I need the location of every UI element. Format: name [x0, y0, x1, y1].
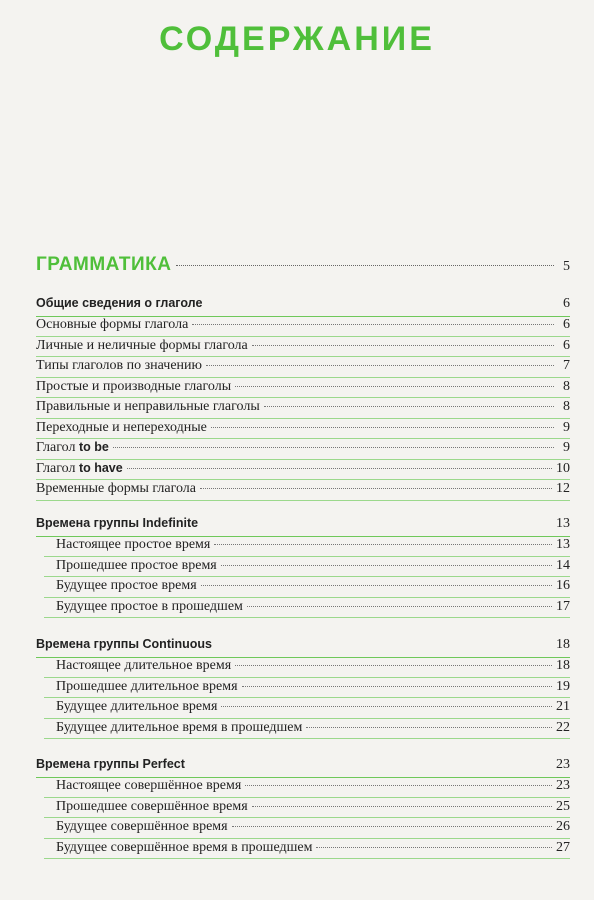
- section-page-number: 13: [556, 516, 570, 531]
- section-title-en: Indefinite: [142, 516, 199, 530]
- entry-page-number: 8: [563, 378, 570, 394]
- entry-page-number: 21: [556, 699, 570, 714]
- toc-entry[interactable]: [36, 840, 570, 861]
- toc-entry[interactable]: [36, 420, 570, 441]
- section-continuous: [36, 637, 570, 740]
- entry-title: Будущее простое время: [56, 578, 197, 593]
- toc-entry[interactable]: [36, 578, 570, 599]
- entry-page-number: 10: [556, 460, 570, 476]
- entry-title: Будущее длительное время: [56, 699, 218, 714]
- leader-dots: [113, 447, 554, 448]
- leader-dots: [201, 585, 552, 586]
- entry-title: Личные и неличные формы глагола: [36, 337, 248, 353]
- entry-page-number: 19: [556, 678, 570, 694]
- entry-title: Будущее совершённое время в прошедшем: [56, 839, 313, 855]
- entry-title-en: to be: [78, 440, 109, 454]
- leader-dots: [252, 345, 554, 346]
- leader-dots: [200, 488, 552, 489]
- leader-dots: [232, 826, 552, 827]
- entry-page-number: 6: [563, 337, 570, 353]
- toc-entry[interactable]: [36, 338, 570, 359]
- toc-entry[interactable]: [36, 537, 570, 558]
- entry-page-number: 8: [563, 399, 570, 414]
- entry-title: Временные формы глагола: [36, 481, 196, 496]
- toc-entry[interactable]: [36, 481, 570, 502]
- entry-page-number: 25: [556, 798, 570, 814]
- leader-dots: [214, 544, 552, 545]
- entry-title: Основные формы глагола: [36, 317, 189, 332]
- leader-dots: [235, 665, 552, 666]
- entry-title: Глагол: [36, 460, 79, 476]
- entry-title: Переходные и непереходные: [36, 419, 207, 435]
- leader-dots: [242, 686, 552, 687]
- entry-page-number: 14: [556, 557, 570, 573]
- toc-entry[interactable]: [36, 819, 570, 840]
- entry-page-number: 9: [563, 419, 570, 435]
- toc-entry[interactable]: [36, 558, 570, 579]
- leader-dots: [176, 265, 554, 266]
- toc-entry[interactable]: [36, 379, 570, 400]
- entry-page-number: 9: [563, 440, 570, 455]
- toc-entry[interactable]: [36, 799, 570, 820]
- section-title: Времена группы: [36, 757, 143, 771]
- entry-title: Глагол: [36, 440, 79, 455]
- entry-title: Прошедшее длительное время: [56, 678, 238, 694]
- entry-page-number: 17: [556, 598, 570, 614]
- section-page-number: 6: [563, 296, 570, 311]
- entry-title: Будущее простое в прошедшем: [56, 598, 243, 614]
- toc-entry[interactable]: [36, 599, 570, 620]
- entry-title: Настоящее длительное время: [56, 658, 232, 673]
- toc-entry[interactable]: [36, 399, 570, 420]
- leader-dots: [316, 847, 552, 848]
- entry-title: Будущее длительное время в прошедшем: [56, 719, 303, 735]
- grammar-label: ГРАММАТИКА: [36, 254, 172, 275]
- entry-title: Типы глаголов по значению: [36, 358, 202, 373]
- entry-page-number: 7: [563, 358, 570, 373]
- section-verb-general: [36, 296, 570, 502]
- section-title-en: Perfect: [142, 757, 185, 771]
- entry-page-number: 22: [556, 719, 570, 735]
- entry-title-en: to have: [78, 460, 123, 475]
- toc-entry[interactable]: [36, 679, 570, 700]
- section-title: Времена группы: [36, 516, 143, 530]
- entry-page-number: 6: [563, 317, 570, 332]
- entry-title: Простые и производные глаголы: [36, 378, 232, 394]
- leader-dots: [192, 324, 554, 325]
- section-heading[interactable]: [36, 757, 570, 778]
- entry-page-number: 26: [556, 819, 570, 834]
- leader-dots: [221, 565, 552, 566]
- toc-entry[interactable]: [36, 358, 570, 379]
- toc-entry[interactable]: [36, 699, 570, 720]
- leader-dots: [252, 806, 552, 807]
- toc-entry[interactable]: [36, 658, 570, 679]
- entry-page-number: 12: [556, 481, 570, 496]
- section-title-en: Continuous: [142, 637, 212, 651]
- leader-dots: [264, 406, 554, 407]
- entry-page-number: 18: [556, 658, 570, 673]
- section-perfect: [36, 757, 570, 860]
- leader-dots: [221, 706, 552, 707]
- section-page-number: 18: [556, 637, 570, 652]
- entry-page-number: 23: [556, 778, 570, 793]
- leader-dots: [235, 386, 554, 387]
- leader-dots: [127, 468, 552, 469]
- section-heading[interactable]: [36, 516, 570, 537]
- section-heading[interactable]: [36, 637, 570, 658]
- section-page-number: 23: [556, 757, 570, 772]
- grammar-heading[interactable]: [36, 254, 570, 276]
- entry-title: Правильные и неправильные глаголы: [36, 399, 260, 414]
- section-heading[interactable]: [36, 296, 570, 317]
- entry-page-number: 13: [556, 537, 570, 552]
- section-indefinite: [36, 516, 570, 619]
- leader-dots: [247, 606, 552, 607]
- leader-dots: [245, 785, 552, 786]
- page-title: СОДЕРЖАНИЕ: [159, 20, 435, 58]
- grammar-page-number: 5: [563, 259, 570, 274]
- section-title: Общие сведения о глаголе: [36, 296, 203, 310]
- entry-page-number: 16: [556, 578, 570, 593]
- toc-entry[interactable]: [36, 461, 570, 482]
- toc-entry[interactable]: [36, 778, 570, 799]
- leader-dots: [306, 727, 552, 728]
- toc-entry[interactable]: [36, 440, 570, 461]
- entry-title: Прошедшее простое время: [56, 557, 217, 573]
- entry-page-number: 27: [556, 839, 570, 855]
- entry-title: Настоящее простое время: [56, 537, 211, 552]
- entry-title: Будущее совершённое время: [56, 819, 228, 834]
- leader-dots: [211, 427, 554, 428]
- entry-title: Прошедшее совершённое время: [56, 798, 248, 814]
- entry-title: Настоящее совершённое время: [56, 778, 242, 793]
- toc-entry[interactable]: [36, 317, 570, 338]
- section-title: Времена группы: [36, 637, 143, 651]
- leader-dots: [206, 365, 554, 366]
- toc-entry[interactable]: [36, 720, 570, 741]
